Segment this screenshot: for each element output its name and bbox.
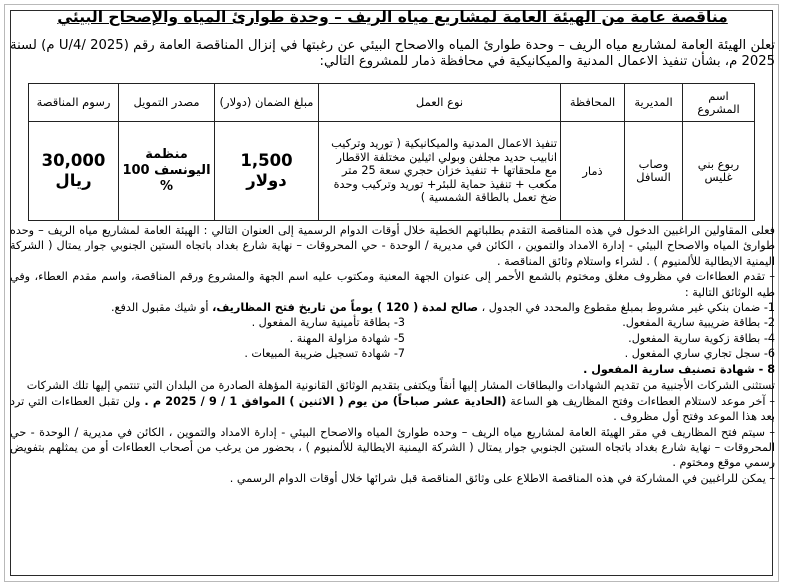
table-header-row (29, 84, 755, 122)
paragraph-review: – يمكن للراغبين في المشاركة في هذه المناقصة الاطلاع على وثائق المناقصة قبل شرائها خلال أوقات الدوام الرسمي . (229, 471, 775, 485)
tender-table (28, 83, 755, 221)
doc-item-4: 4- بطاقة زكوية سارية المفعول. (628, 331, 775, 345)
header-funding: مصدر التمويل (119, 84, 215, 122)
header-guarantee: مبلغ الضمان (دولار) (215, 84, 319, 122)
cell-work-type: تنفيذ الاعمال المدنية والميكانيكية ( توريد وتركيب انابيب حديد مجلفن وبولي اثيلين مختلفة الاقطار مع ملحقاتها + تنفيذ خزان حجري سعة 25 متر مكعب + تنفيذ حماية للبئر+ توريد وتركيب وحدة ضخ تعمل بالطاقة الشمسية ) (319, 122, 561, 221)
paragraph-deadline (10, 394, 775, 425)
doc-item-1-text: 1- ضمان بنكي غير مشروط بمبلغ مقطوع والمحدد في الجدول ، (481, 301, 775, 315)
paragraph-foreign-companies: تستثنى الشركات الأجنبية من تقديم الشهادات والبطاقات المشار إليها أنفاً ويكتفى بتقديم الوثائق القانونية المؤهلة الصادرة من البلدان التي تنتمي إليها تلك الشركات (26, 379, 775, 393)
header-fees: رسوم المناقصة (29, 84, 119, 122)
cell-fees: 30,000 ريال (29, 122, 119, 221)
paragraph-submission: – تقدم العطاءات في مظروف مغلق ومختوم بالشمع الأحمر إلى عنوان الجهة المعنية ومكتوب عليه اسم الجهة والمشروع ورقم المناقصة، واسم مقدم العطاء، وفي طيه الوثائق التالية : (10, 270, 775, 299)
deadline-intro: – آخر موعد لاستلام العطاءات وفتح المظاريف هو الساعة (510, 394, 775, 408)
page-title: مناقصة عامة من الهيئة العامة لمشاريع مياه الريف – وحدة طوارئ المياه والإصحاح البيئي (57, 8, 728, 26)
paragraph-opening: – سيتم فتح المظاريف في مقر الهيئة العامة لمشاريع مياه الريف – وحده طوارئ المياه والاصحاح البيئي - إدارة الامداد والتموين ، الكائن في مديرية / الوحدة - حي المحروقات – نهاية شارع بغداد باتجاه الستين الجنوبي جوار يمتال ( الشركة اليمنية الايطالية للألمنيوم ) ، بحضور من يرغب من أصحاب العطاءات أو من يمثلهم بتفويض رسمي موقع ومختوم . (10, 425, 775, 470)
intro-paragraph: تعلن الهيئة العامة لمشاريع مياه الريف – وحدة طوارئ المياه والاصحاح البيئي عن رغبتها في إنزال المناقصة العامة رقم (U/4/ 2025 م) لسنة 2025 م، بشأن تنفيذ الاعمال المدنية والميكانيكية في محافظة ذمار للمشروع التالي: (10, 38, 775, 69)
table-row (29, 122, 755, 221)
doc-item-3: 3- بطاقة تأمينية سارية المفعول . (251, 316, 405, 330)
doc-item-1-validity: صالح لمدة ( 120 ) يوماً من تاريخ فتح المظاريف، (212, 301, 479, 315)
cell-funding: منظمة اليونسف 100 % (119, 122, 215, 221)
doc-item-1 (10, 300, 775, 315)
announcement-body (10, 223, 775, 486)
doc-item-6: 6- سجل تجاري ساري المفعول . (624, 347, 775, 361)
deadline-date: (الحادية عشر صباحاً) من يوم ( الاثنين ) الموافق 1 / 9 / 2025 م . (144, 394, 507, 408)
doc-item-8: 8 - شهادة تصنيف سارية المفعول . (583, 362, 775, 376)
deadline-note: ولن تقبل العطاءات التي ترد بعد هذا الموعد وفتح أول مظروف . (10, 394, 775, 424)
doc-item-5: 5- شهادة مزاولة المهنة . (289, 331, 405, 345)
header-project: اسم المشروع (683, 84, 755, 122)
paragraph-application: فعلى المقاولين الراغبين الدخول في هذه المناقصة التقدم بطلباتهم الخطية خلال أوقات الدوام الرسمية إلى العنوان التالي : الهيئة العامة لمشاريع مياه الريف – وحده طوارئ المياه والاصحاح البيئي - إدارة الامداد والتموين ، الكائن في مديرية / الوحدة - حي المحروقات – نهاية شارع بغداد باتجاه الستين الجنوبي جوار يمتال ( الشركة اليمنية الايطالية للألمنيوم ) . لشراء واستلام وثائق المناقصة . (10, 224, 775, 268)
doc-item-7: 7- شهادة تسجيل ضريبة المبيعات . (244, 347, 405, 361)
cell-project: ربوع بني غليس (683, 122, 755, 221)
documents-list (10, 315, 775, 392)
cell-governorate: ذمار (561, 122, 625, 221)
cell-guarantee: 1,500 دولار (215, 122, 319, 221)
doc-item-1-cheque: أو شيك مقبول الدفع. (111, 301, 209, 315)
header-district: المديرية (625, 84, 683, 122)
cell-district: وصاب السافل (625, 122, 683, 221)
doc-item-2: 2- بطاقة ضريبية سارية المفعول. (622, 316, 775, 330)
header-governorate: المحافظة (561, 84, 625, 122)
header-work-type: نوع العمل (319, 84, 561, 122)
